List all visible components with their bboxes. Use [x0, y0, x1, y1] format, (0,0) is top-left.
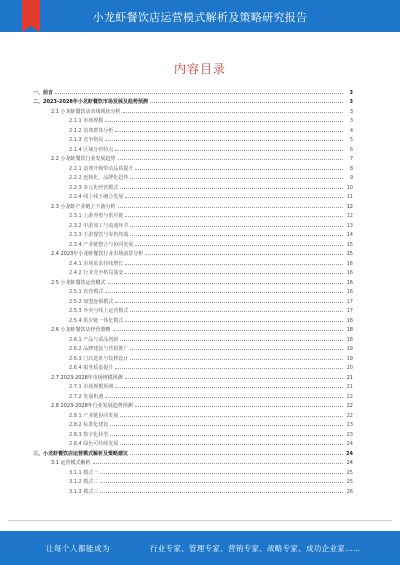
toc-entry[interactable] [33, 438, 353, 448]
toc-page-number: 3 [349, 89, 353, 96]
toc-entry-text: 2.6.1 产品与菜品创新 [69, 336, 119, 343]
toc-page-number: 4 [349, 127, 353, 134]
toc-leader-dots [120, 339, 343, 341]
toc-entry-text: 2.1 小龙虾餐饮店市场现状分析 [51, 108, 121, 115]
toc-leader-dots [130, 310, 343, 312]
toc-entry[interactable] [33, 200, 353, 210]
toc-entry[interactable] [33, 181, 353, 191]
toc-leader-dots [105, 139, 343, 141]
toc-leader-dots [125, 272, 343, 274]
toc-leader-dots [115, 301, 343, 303]
toc-entry[interactable] [33, 143, 353, 153]
toc-page-number: 23 [346, 431, 353, 438]
toc-entry-text: 2.3.4 产业链整合与协同发展 [69, 241, 134, 248]
report-title: 小龙虾餐饮店运营模式解析及策略研究报告 [92, 11, 308, 24]
toc-page-number: 20 [346, 365, 353, 371]
toc-entry[interactable] [33, 390, 353, 400]
toc-page-number: 7 [349, 156, 353, 162]
toc-entry-text: 2.3.3 下游餐饮与零售终端 [69, 232, 129, 238]
toc-entry-text: 2.8 2023-2028年行业发展趋势预测 [51, 403, 133, 409]
toc-leader-dots [130, 225, 343, 227]
toc-entry[interactable] [33, 191, 353, 201]
toc-page-number: 16 [346, 260, 353, 267]
toc-entry[interactable] [33, 333, 353, 343]
toc-entry-text: 2.5.2 加盟连锁模式 [69, 298, 114, 305]
toc-leader-dots [118, 158, 343, 160]
toc-leader-dots [93, 462, 343, 464]
toc-entry-text: 2.6.4 服务质量提升 [69, 365, 114, 371]
toc-entry[interactable] [33, 105, 353, 115]
toc-page-number: 12 [346, 213, 353, 219]
toc-page-number: 21 [346, 384, 353, 390]
toc-entry-text: 3.1 运营模式解析 [51, 460, 91, 466]
toc-page-number: 18 [346, 336, 353, 343]
toc-entry[interactable] [33, 400, 353, 410]
toc-page-number: 16 [346, 289, 353, 295]
toc-entry[interactable] [33, 371, 353, 381]
toc-page-number: 25 [346, 469, 353, 476]
toc-page-number: 23 [346, 422, 353, 428]
toc-entry-text: 2.1.1 市场规模 [69, 118, 104, 124]
toc-entry[interactable] [33, 267, 353, 277]
toc-entry-text: 2.6 小龙虾餐饮店经营策略 [51, 327, 111, 333]
toc-page-number: 17 [346, 308, 353, 314]
toc-entry[interactable] [33, 295, 353, 305]
toc-entry-text: 三、小龙虾餐饮店运营模式解析及策略建议 [33, 450, 129, 457]
toc-entry-text: 2.5.3 外卖与线上运营模式 [69, 308, 129, 314]
toc-page-number: 26 [346, 488, 353, 495]
toc-page-number: 25 [346, 479, 353, 485]
toc-entry-text: 2.6.3 门店选址与装修设计 [69, 355, 129, 362]
toc-page-number: 17 [346, 298, 353, 305]
toc-page-number: 9 [349, 175, 353, 181]
page-header [0, 0, 400, 32]
toc-page-number: 24 [346, 441, 353, 447]
toc-leader-dots [130, 177, 343, 179]
toc-entry[interactable] [33, 457, 353, 467]
toc-entry-text: 2.4 2023年小龙虾餐饮行业市场前景分析 [51, 251, 144, 257]
footer-tags: 行业专家、管理专家、营销专家、战略专家、成功企业家…… [150, 544, 361, 553]
toc-page-number: 6 [349, 146, 353, 153]
toc-entry-text: 2.3.1 上游养殖与供应链 [69, 213, 124, 219]
toc-entry[interactable] [33, 286, 353, 296]
table-of-contents [33, 86, 353, 495]
toc-entry[interactable] [33, 248, 353, 258]
toc-entry[interactable] [33, 343, 353, 353]
toc-entry[interactable] [33, 229, 353, 239]
toc-page-number: 19 [346, 346, 353, 352]
toc-leader-dots [115, 130, 343, 132]
toc-entry-text: 2.1.4 区域分布特点 [69, 146, 114, 153]
toc-leader-dots [55, 92, 343, 94]
toc-page-number: 15 [346, 251, 353, 257]
toc-entry-text: 2.8.3 数字化转型 [69, 431, 109, 438]
toc-leader-dots [115, 367, 343, 369]
toc-page-number: 8 [349, 165, 353, 172]
toc-leader-dots [125, 377, 343, 379]
toc-entry-text: 2.7.1 市场规模预测 [69, 384, 114, 390]
toc-leader-dots [120, 443, 343, 445]
toc-entry[interactable] [33, 466, 353, 476]
toc-entry-text: 2.8.2 标准化建设 [69, 422, 109, 428]
toc-entry-text: 2.7 2023-2028年市场规模预测 [51, 374, 123, 381]
toc-leader-dots [100, 481, 343, 483]
toc-entry[interactable] [33, 96, 353, 106]
toc-entry-text: 2.5.4 供应链一体化模式 [69, 317, 124, 324]
toc-entry-text: 2.5.1 直营模式 [69, 289, 104, 295]
toc-entry-text: 2.6.2 品牌建设与营销推广 [69, 346, 129, 352]
toc-page-number: 15 [346, 241, 353, 248]
toc-entry-text: 2.2.4 线上线下融合发展 [69, 194, 124, 200]
toc-page-number: 24 [346, 460, 353, 466]
toc-page-number: 19 [346, 355, 353, 362]
toc-page-number: 18 [346, 327, 353, 333]
toc-entry[interactable] [33, 352, 353, 362]
toc-leader-dots [100, 491, 343, 493]
toc-page-number: 3 [349, 108, 353, 115]
toc-entry[interactable] [33, 485, 353, 495]
toc-entry[interactable] [33, 428, 353, 438]
toc-entry-text: 二、2023-2028年小龙虾餐饮市场发展及趋势预测 [33, 99, 148, 105]
toc-entry-text: 2.3 小龙虾产业链上下游分析 [51, 203, 116, 210]
toc-leader-dots [145, 253, 343, 255]
toc-page-number: 10 [346, 184, 353, 191]
toc-leader-dots [130, 348, 343, 350]
toc-page-number: 22 [346, 403, 353, 409]
toc-leader-dots [123, 111, 343, 113]
toc-page-number: 16 [346, 270, 353, 276]
toc-leader-dots [130, 358, 343, 360]
toc-leader-dots [120, 187, 343, 189]
toc-leader-dots [125, 215, 343, 217]
toc-entry[interactable] [33, 238, 353, 248]
toc-entry[interactable] [33, 476, 353, 486]
toc-entry-text: 2.1.3 竞争格局 [69, 137, 104, 143]
toc-entry-text: 2.7.2 发展机遇 [69, 393, 104, 400]
toc-leader-dots [100, 472, 343, 474]
toc-leader-dots [110, 434, 343, 436]
toc-entry[interactable] [33, 86, 353, 96]
toc-page-number: 14 [346, 232, 353, 238]
toc-entry-text: 2.4.1 市场需求持续增长 [69, 260, 124, 267]
toc-page-number: 16 [346, 279, 353, 286]
toc-entry[interactable] [33, 381, 353, 391]
toc-heading: 内容目录 [173, 62, 226, 76]
toc-entry[interactable] [33, 134, 353, 144]
toc-leader-dots [130, 453, 343, 455]
toc-entry[interactable] [33, 219, 353, 229]
toc-leader-dots [105, 396, 343, 398]
toc-entry[interactable] [33, 162, 353, 172]
toc-leader-dots [110, 424, 343, 426]
toc-entry-text: 2.2.1 消费升级带动品质提升 [69, 165, 134, 172]
toc-leader-dots [105, 291, 343, 293]
toc-entry[interactable] [33, 419, 353, 429]
toc-leader-dots [135, 405, 343, 407]
toc-leader-dots [115, 386, 343, 388]
toc-entry-text: 3.1.1 模式一 [69, 469, 99, 476]
toc-leader-dots [113, 329, 343, 331]
toc-page-number: 3 [349, 118, 353, 124]
toc-entry[interactable] [33, 115, 353, 125]
toc-entry[interactable] [33, 305, 353, 315]
toc-page-number: 18 [346, 317, 353, 324]
footer-slogan: 让每个人都能成为 [46, 544, 110, 553]
toc-leader-dots [130, 234, 343, 236]
toc-entry[interactable] [33, 447, 353, 457]
toc-entry[interactable] [33, 409, 353, 419]
toc-entry-text: 2.8.1 产业链协同发展 [69, 412, 119, 419]
toc-leader-dots [135, 168, 343, 170]
toc-leader-dots [105, 120, 343, 122]
toc-leader-dots [125, 263, 343, 265]
toc-entry[interactable] [33, 257, 353, 267]
toc-page-number: 5 [349, 137, 353, 143]
toc-page-number: 22 [346, 393, 353, 400]
toc-entry[interactable] [33, 324, 353, 334]
toc-leader-dots [150, 101, 343, 103]
toc-entry-text: 2.8.4 绿色可持续发展 [69, 441, 119, 447]
toc-leader-dots [120, 415, 343, 417]
toc-page-number: 12 [346, 203, 353, 210]
toc-page-number: 11 [346, 194, 353, 200]
toc-entry[interactable] [33, 172, 353, 182]
toc-entry[interactable] [33, 362, 353, 372]
toc-entry-text: 3.1.2 模式二 [69, 479, 99, 485]
toc-leader-dots [125, 196, 343, 198]
toc-leader-dots [115, 149, 343, 151]
toc-entry[interactable] [33, 314, 353, 324]
toc-entry[interactable] [33, 124, 353, 134]
toc-entry-text: 2.1.2 消费群体分析 [69, 127, 114, 134]
toc-page-number: 21 [346, 374, 353, 381]
footer-divider [8, 520, 392, 521]
toc-entry-text: 2.2.3 多元化经营模式 [69, 184, 119, 191]
toc-entry-text: 2.2 小龙虾餐饮行业发展趋势 [51, 156, 116, 162]
toc-leader-dots [135, 244, 343, 246]
toc-entry-text: 一、前言 [33, 89, 54, 96]
toc-entry-text: 2.4.2 行业竞争格局演变 [69, 270, 124, 276]
toc-entry[interactable] [33, 276, 353, 286]
toc-entry[interactable] [33, 153, 353, 163]
toc-page-number: 13 [346, 222, 353, 229]
toc-leader-dots [118, 206, 343, 208]
toc-page-number: 3 [349, 99, 353, 105]
page-footer [0, 531, 400, 565]
toc-entry-text: 3.1.3 模式三 [69, 488, 99, 495]
toc-entry-text: 2.5 小龙虾餐饮运营模式 [51, 279, 106, 286]
toc-page-number: 22 [346, 412, 353, 419]
toc-entry-text: 2.3.2 中游加工与流通环节 [69, 222, 129, 229]
toc-entry[interactable] [33, 210, 353, 220]
toc-leader-dots [108, 282, 343, 284]
toc-entry-text: 2.2.2 连锁化、品牌化趋势 [69, 175, 129, 181]
toc-page-number: 24 [346, 450, 353, 457]
toc-leader-dots [125, 320, 343, 322]
